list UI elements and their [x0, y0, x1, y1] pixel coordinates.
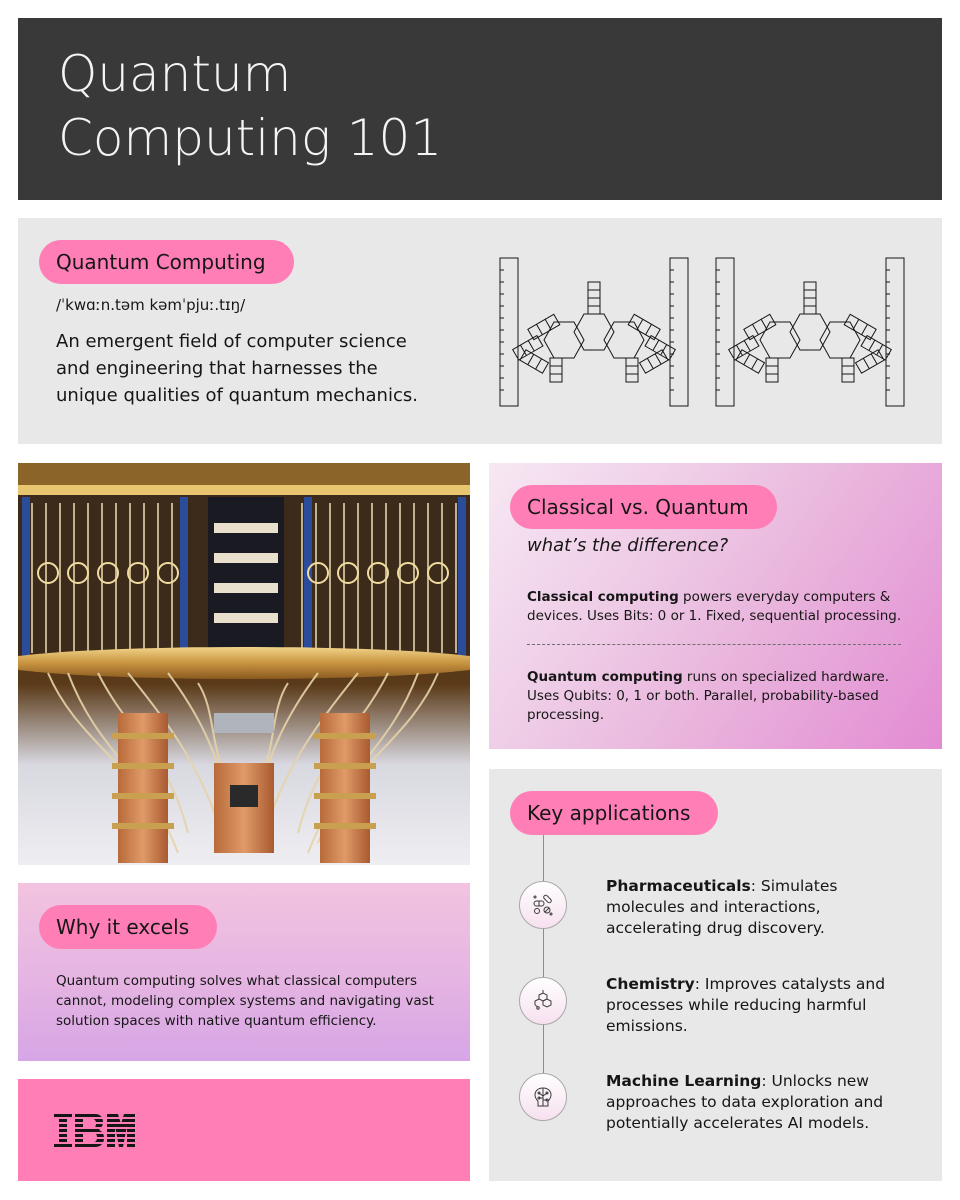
key-applications-panel — [489, 769, 942, 1181]
quantum-computer-photo — [18, 463, 470, 865]
key-applications-title: Key applications — [510, 791, 718, 835]
qubit-circuit-diagram — [496, 254, 916, 410]
classical-vs-quantum-title: Classical vs. Quantum — [510, 485, 777, 529]
classical-computing-text: powers everyday computers & devices. Uses Bits: 0 or 1. Fixed, sequential processing. — [527, 589, 902, 624]
application-pharmaceuticals — [606, 876, 906, 939]
why-it-excels-panel — [18, 883, 470, 1061]
classical-computing-description — [527, 588, 917, 626]
brain-circuit-icon — [519, 1073, 567, 1121]
applications-timeline-line — [543, 835, 544, 1079]
header-banner — [18, 18, 942, 200]
ibm-logo — [54, 1114, 136, 1147]
why-it-excels-text: Quantum computing solves what classical computers cannot, modeling complex systems and navigating vast solution spaces with native quantum efficiency. — [56, 973, 434, 1029]
application-machine-learning — [606, 1071, 906, 1134]
quantum-computing-label: Quantum computing — [527, 669, 683, 685]
molecule-icon — [519, 977, 567, 1025]
definition-description: An emergent field of computer science and engineering that harnesses the unique qualities of quantum mechanics. — [56, 331, 418, 406]
application-chemistry — [606, 974, 906, 1037]
why-it-excels-title: Why it excels — [39, 905, 217, 949]
definition-panel — [18, 218, 942, 444]
pills-icon — [519, 881, 567, 929]
classical-vs-quantum-subtitle: what’s the difference? — [527, 535, 729, 556]
page-title: Quantum Computing 101 — [58, 45, 443, 167]
quantum-computing-description — [527, 668, 917, 725]
application-name: Pharmaceuticals — [606, 877, 751, 895]
definition-phonetic: /ˈkwɑːn.təm kəmˈpjuː.tɪŋ/ — [56, 296, 246, 314]
definition-term-pill: Quantum Computing — [39, 240, 294, 284]
quantum-computer-illustration — [18, 463, 470, 865]
ibm-brand-footer — [18, 1079, 470, 1181]
application-description: : Improves catalysts and processes while reducing harmful emissions. — [606, 975, 886, 1035]
application-name: Chemistry — [606, 975, 695, 993]
application-description: : Unlocks new approaches to data exploration and potentially accelerates AI models. — [606, 1072, 884, 1132]
classical-vs-quantum-panel — [489, 463, 942, 749]
classical-computing-label: Classical computing — [527, 589, 679, 605]
application-name: Machine Learning — [606, 1072, 762, 1090]
dashed-divider — [527, 644, 901, 645]
application-description: : Simulates molecules and interactions, accelerating drug discovery. — [606, 877, 838, 937]
quantum-computing-text: runs on specialized hardware. Uses Qubits: 0, 1 or both. Parallel, probability-based processing. — [527, 669, 889, 723]
